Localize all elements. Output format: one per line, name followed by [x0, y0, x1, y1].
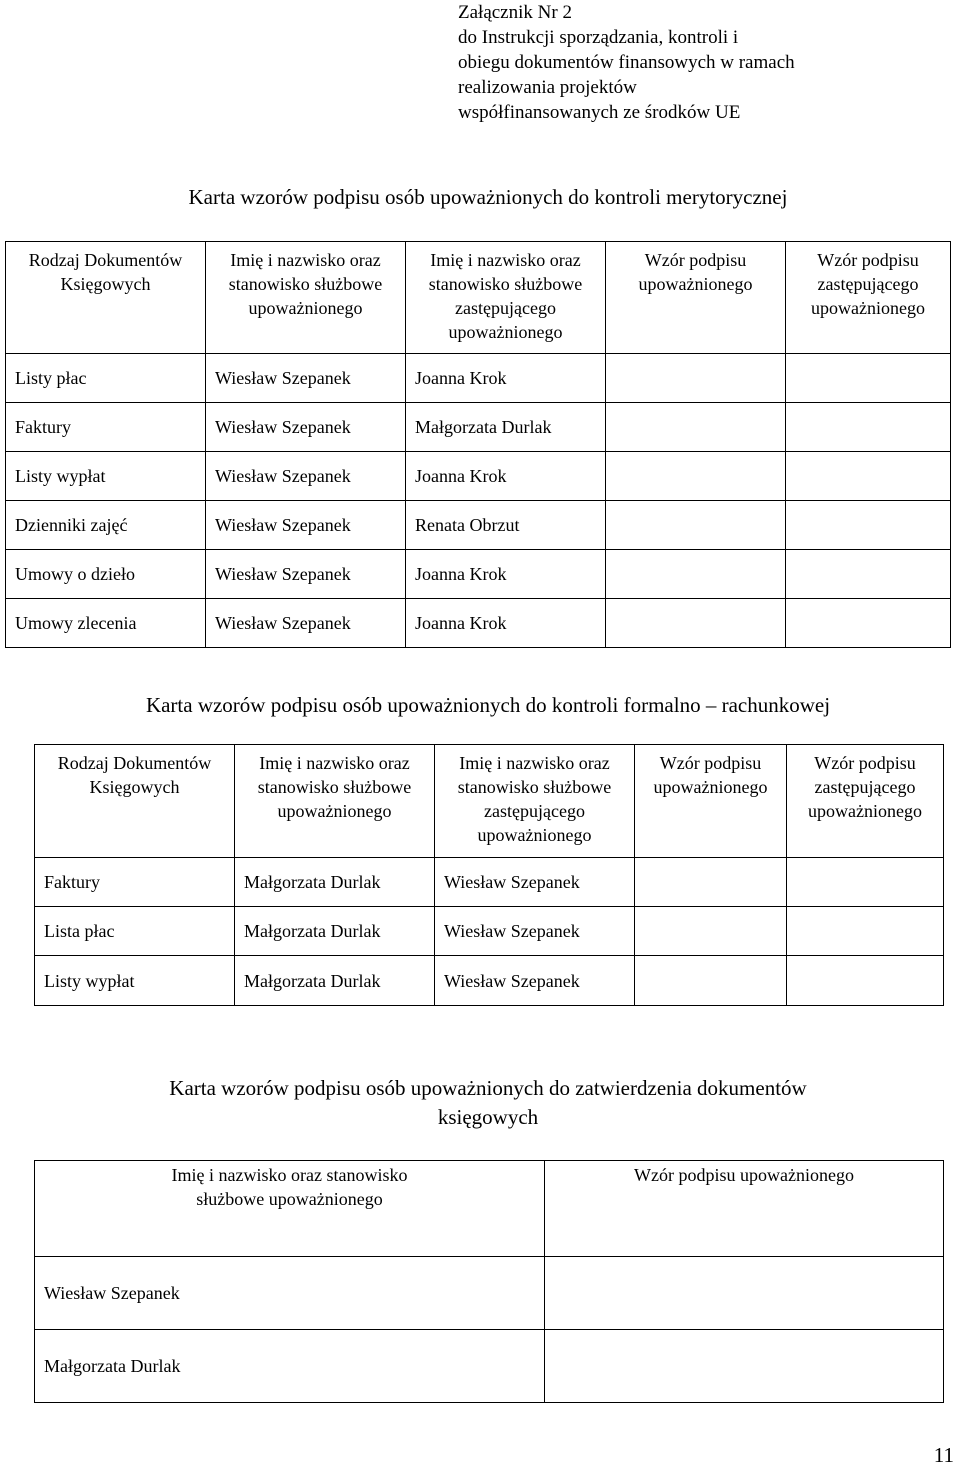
signature-cell [635, 907, 787, 956]
header-cell: Imię i nazwisko oraz stanowisko służbowe upoważnionego [235, 745, 435, 858]
deputy-cell: Joanna Krok [406, 599, 606, 648]
table-header-row [35, 1161, 944, 1257]
doc-type-cell: Listy wypłat [6, 452, 206, 501]
deputy-cell: Joanna Krok [406, 550, 606, 599]
table-row [6, 403, 951, 452]
section3-title-line: Karta wzorów podpisu osób upoważnionych do zatwierdzenia dokumentów [169, 1076, 807, 1100]
annex-header [458, 0, 795, 125]
table-row [6, 452, 951, 501]
deputy-cell: Joanna Krok [406, 452, 606, 501]
signature-cell [606, 550, 786, 599]
section1-title: Karta wzorów podpisu osób upoważnionych do kontroli merytorycznej [188, 185, 788, 209]
table-row [35, 907, 944, 956]
header-cell: Imię i nazwisko oraz stanowisko służbowe zastępującego upoważnionego [406, 242, 606, 354]
authorized-cell: Małgorzata Durlak [235, 858, 435, 907]
deputy-signature-cell [786, 550, 951, 599]
deputy-signature-cell [786, 452, 951, 501]
authorized-cell: Wiesław Szepanek [206, 452, 406, 501]
header-cell: Rodzaj Dokumentów Księgowych [6, 242, 206, 354]
deputy-cell: Wiesław Szepanek [435, 858, 635, 907]
signature-cell [606, 599, 786, 648]
deputy-signature-cell [786, 599, 951, 648]
authorized-cell: Wiesław Szepanek [206, 599, 406, 648]
annex-line: współfinansowanych ze środków UE [458, 102, 741, 123]
signature-cell [606, 403, 786, 452]
annex-line: Załącznik Nr 2 [458, 2, 572, 23]
table-row [35, 956, 944, 1006]
authorized-cell: Wiesław Szepanek [35, 1257, 545, 1330]
authorized-cell: Małgorzata Durlak [35, 1330, 545, 1403]
signature-cell [635, 956, 787, 1006]
authorized-cell: Małgorzata Durlak [235, 907, 435, 956]
section2-table [34, 744, 944, 1006]
table-row [35, 1257, 944, 1330]
doc-type-cell: Umowy o dzieło [6, 550, 206, 599]
header-cell: Wzór podpisu upoważnionego [606, 242, 786, 354]
table-row [6, 599, 951, 648]
deputy-signature-cell [787, 858, 944, 907]
annex-line: realizowania projektów [458, 77, 637, 98]
doc-type-cell: Listy płac [6, 354, 206, 403]
signature-cell [635, 858, 787, 907]
annex-line: obiegu dokumentów finansowych w ramach [458, 52, 795, 73]
signature-cell [606, 452, 786, 501]
header-cell: Wzór podpisu upoważnionego [545, 1161, 944, 1257]
authorized-cell: Małgorzata Durlak [235, 956, 435, 1006]
header-cell: Wzór podpisu upoważnionego [635, 745, 787, 858]
deputy-cell: Wiesław Szepanek [435, 907, 635, 956]
page-number: 11 [933, 1443, 954, 1467]
header-cell: Imię i nazwisko oraz stanowisko służbowe upoważnionego [35, 1161, 545, 1257]
annex-line: do Instrukcji sporządzania, kontroli i [458, 27, 739, 48]
deputy-cell: Małgorzata Durlak [406, 403, 606, 452]
header-cell: Rodzaj Dokumentów Księgowych [35, 745, 235, 858]
doc-type-cell: Faktury [6, 403, 206, 452]
authorized-cell: Wiesław Szepanek [206, 354, 406, 403]
doc-type-cell: Dzienniki zajęć [6, 501, 206, 550]
signature-cell [545, 1257, 944, 1330]
table-row [6, 501, 951, 550]
deputy-signature-cell [787, 956, 944, 1006]
deputy-signature-cell [786, 354, 951, 403]
header-cell: Wzór podpisu zastępującego upoważnionego [787, 745, 944, 858]
section2-title: Karta wzorów podpisu osób upoważnionych do kontroli formalno – rachunkowej [145, 693, 831, 717]
table-row [35, 1330, 944, 1403]
table-header-row [35, 745, 944, 858]
table-row [6, 354, 951, 403]
deputy-cell: Wiesław Szepanek [435, 956, 635, 1006]
doc-type-cell: Faktury [35, 858, 235, 907]
section3-table [34, 1160, 944, 1403]
doc-type-cell: Listy wypłat [35, 956, 235, 1006]
deputy-signature-cell [787, 907, 944, 956]
table-row [6, 550, 951, 599]
header-cell: Wzór podpisu zastępującego upoważnionego [786, 242, 951, 354]
table-header-row [6, 242, 951, 354]
section3-title [0, 1074, 960, 1132]
section1-table [5, 241, 951, 648]
authorized-cell: Wiesław Szepanek [206, 403, 406, 452]
signature-cell [545, 1330, 944, 1403]
authorized-cell: Wiesław Szepanek [206, 550, 406, 599]
doc-type-cell: Lista płac [35, 907, 235, 956]
authorized-cell: Wiesław Szepanek [206, 501, 406, 550]
deputy-cell: Renata Obrzut [406, 501, 606, 550]
header-cell: Imię i nazwisko oraz stanowisko służbowe upoważnionego [206, 242, 406, 354]
section3-title-line: księgowych [437, 1105, 539, 1129]
header-cell: Imię i nazwisko oraz stanowisko służbowe zastępującego upoważnionego [435, 745, 635, 858]
table-row [35, 858, 944, 907]
deputy-signature-cell [786, 501, 951, 550]
deputy-signature-cell [786, 403, 951, 452]
signature-cell [606, 501, 786, 550]
signature-cell [606, 354, 786, 403]
doc-type-cell: Umowy zlecenia [6, 599, 206, 648]
deputy-cell: Joanna Krok [406, 354, 606, 403]
